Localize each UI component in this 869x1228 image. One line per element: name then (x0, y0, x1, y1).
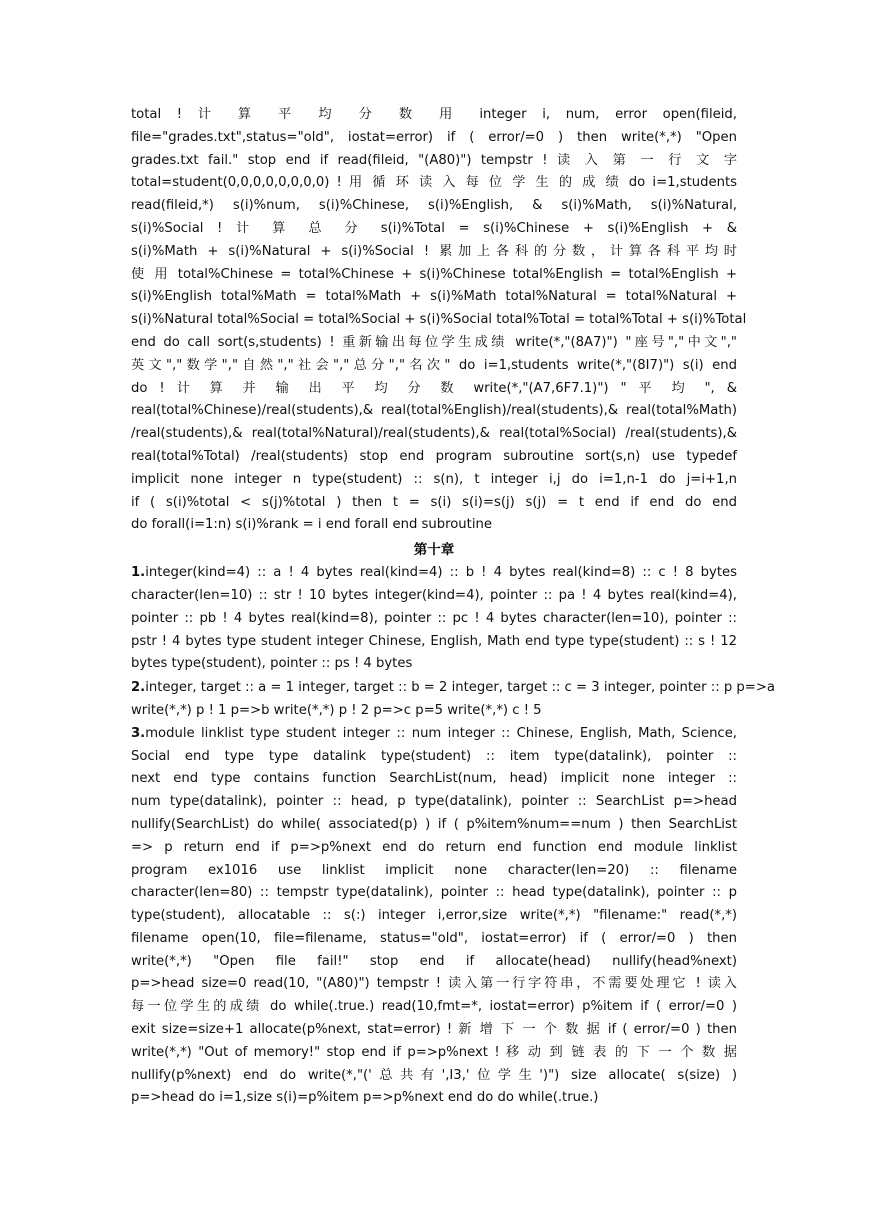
text-line (131, 723, 737, 746)
item-number: 2. (131, 680, 146, 696)
text-line: character(len=10) :: str ! 10 bytes integer(kind=4), pointer :: pa ! 4 bytes real(kind=4), (131, 587, 737, 603)
answer-item-3 (131, 723, 737, 1111)
text-line: total ! 计 算 平 均 分 数 用 integer i, num, error open(fileid, (131, 107, 737, 122)
text-line: p=>head do i=1,size s(i)=p%item p=>p%next end do do while(.true.) (131, 1090, 599, 1106)
text-line: filename open(10, file=filename, status="old", iostat=error) if ( error/=0 ) then (131, 930, 737, 946)
text-line: s(i)%English total%Math = total%Math + s(i)%Math total%Natural = total%Natural + (131, 289, 737, 305)
text-line: total=student(0,0,0,0,0,0,0,0) ! 用 循 环 读 入 每 位 学 生 的 成 绩 do i=1,students (131, 175, 737, 191)
item-number: 3. (131, 725, 146, 741)
text-line: num type(datalink), pointer :: head, p type(datalink), pointer :: SearchList p=>head (131, 794, 737, 810)
text-line: nullify(p%next) end do write(*,"('总共有',I3,'位学生')") size allocate( s(size) ) (131, 1067, 737, 1083)
text-line: do ! 计 算 并 输 出 平 均 分 数 write(*,"(A7,6F7.1)") " 平 均 ", & (131, 380, 737, 396)
text-line: character(len=80) :: tempstr type(datalink), pointer :: head type(datalink), pointer :: p (131, 885, 737, 901)
text-line: implicit none integer n type(student) :: s(n), t integer i,j do i=1,n-1 do j=i+1,n (131, 471, 737, 487)
code-paragraph-grades (131, 104, 747, 537)
text-line: next end type contains function SearchList(num, head) implicit none integer :: (131, 771, 737, 787)
text-line: nullify(SearchList) do while( associated(p) ) if ( p%item%num==num ) then SearchList (131, 816, 737, 832)
text-line (131, 677, 775, 700)
text-line: 英文","数学","自然","社会","总分","名次" do i=1,students write(*,"(8I7)") s(i) end (131, 357, 737, 373)
text-line: write(*,*) "Open file fail!" stop end if allocate(head) nullify(head%next) (131, 953, 737, 969)
item-text: integer, target :: a = 1 integer, target :: b = 2 integer, target :: c = 3 integer, pointer :: p p=>a (145, 680, 775, 696)
item-number: 1. (131, 565, 146, 581)
text-line: Social end type type datalink type(student) :: item type(datalink), pointer :: (131, 748, 737, 764)
text-line: /real(students),& real(total%Natural)/real(students),& real(total%Social) /real(students),& (131, 426, 737, 442)
text-line: 每一位学生的成绩 do while(.true.) read(10,fmt=*, iostat=error) p%item if ( error/=0 ) (131, 999, 737, 1015)
item-text: module linklist type student integer :: num integer :: Chinese, English, Math, Science, (145, 725, 737, 741)
text-line: => p return end if p=>p%next end do return end function end module linklist (131, 839, 737, 855)
text-line: program ex1016 use linklist implicit none character(len=20) :: filename (131, 862, 737, 878)
text-line: s(i)%Natural total%Social = total%Social + s(i)%Social total%Total = total%Total + s(i)%Total (131, 312, 747, 328)
text-line: write(*,*) "Out of memory!" stop end if p=>p%next ! 移 动 到 链 表 的 下 一 个 数 据 (131, 1044, 737, 1060)
text-line: end do call sort(s,students) ! 重新输出每位学生成绩 write(*,"(8A7)") "座号","中文"," (131, 334, 737, 350)
text-line (131, 562, 737, 585)
document-page (131, 104, 775, 1110)
text-line: s(i)%Math + s(i)%Natural + s(i)%Social ! 累加上各科的分数，计算各科平均时 (131, 243, 737, 259)
text-line: pstr ! 4 bytes type student integer Chinese, English, Math end type type(student) :: s ! 12 (131, 633, 737, 649)
text-line: do forall(i=1:n) s(i)%rank = i end forall end subroutine (131, 517, 492, 533)
text-line: file="grades.txt",status="old", iostat=error) if ( error/=0 ) then write(*,*) "Open (131, 129, 737, 145)
text-line: real(total%Total) /real(students) stop end program subroutine sort(s,n) use typedef (131, 448, 737, 464)
text-line: bytes type(student), pointer :: ps ! 4 bytes (131, 656, 413, 672)
text-line: real(total%Chinese)/real(students),& real(total%English)/real(students),& real(total%Math) (131, 403, 737, 419)
text-line: p=>head size=0 read(10, "(A80)") tempstr ! 读入第一行字符串，不需要处理它 ! 读入 (131, 976, 737, 992)
answer-item-2 (131, 677, 775, 723)
chapter-title: 第十章 (413, 542, 455, 559)
text-line: if ( s(i)%total < s(j)%total ) then t = s(i) s(i)=s(j) s(j) = t end if end do end (131, 494, 737, 510)
text-line: read(fileid,*) s(i)%num, s(i)%Chinese, s(i)%English, & s(i)%Math, s(i)%Natural, (131, 198, 737, 214)
text-line: type(student), allocatable :: s(:) integer i,error,size write(*,*) "filename:" read(*,*) (131, 908, 737, 924)
text-line: 使 用 total%Chinese = total%Chinese + s(i)%Chinese total%English = total%English + (131, 266, 737, 282)
answer-item-1 (131, 562, 737, 676)
text-line: write(*,*) p ! 1 p=>b write(*,*) p ! 2 p=>c p=5 write(*,*) c ! 5 (131, 702, 542, 718)
item-text: integer(kind=4) :: a ! 4 bytes real(kind=4) :: b ! 4 bytes real(kind=8) :: c ! 8 bytes (145, 565, 737, 581)
text-line: pointer :: pb ! 4 bytes real(kind=8), pointer :: pc ! 4 bytes character(len=10), pointer :: (131, 610, 737, 626)
text-line: s(i)%Social ! 计 算 总 分 s(i)%Total = s(i)%Chinese + s(i)%English + & (131, 220, 737, 236)
text-line: grades.txt fail." stop end if read(fileid, "(A80)") tempstr ! 读 入 第 一 行 文 字 (131, 152, 737, 168)
text-line: exit size=size+1 allocate(p%next, stat=error) ! 新 增 下 一 个 数 据 if ( error/=0 ) then (131, 1022, 737, 1038)
